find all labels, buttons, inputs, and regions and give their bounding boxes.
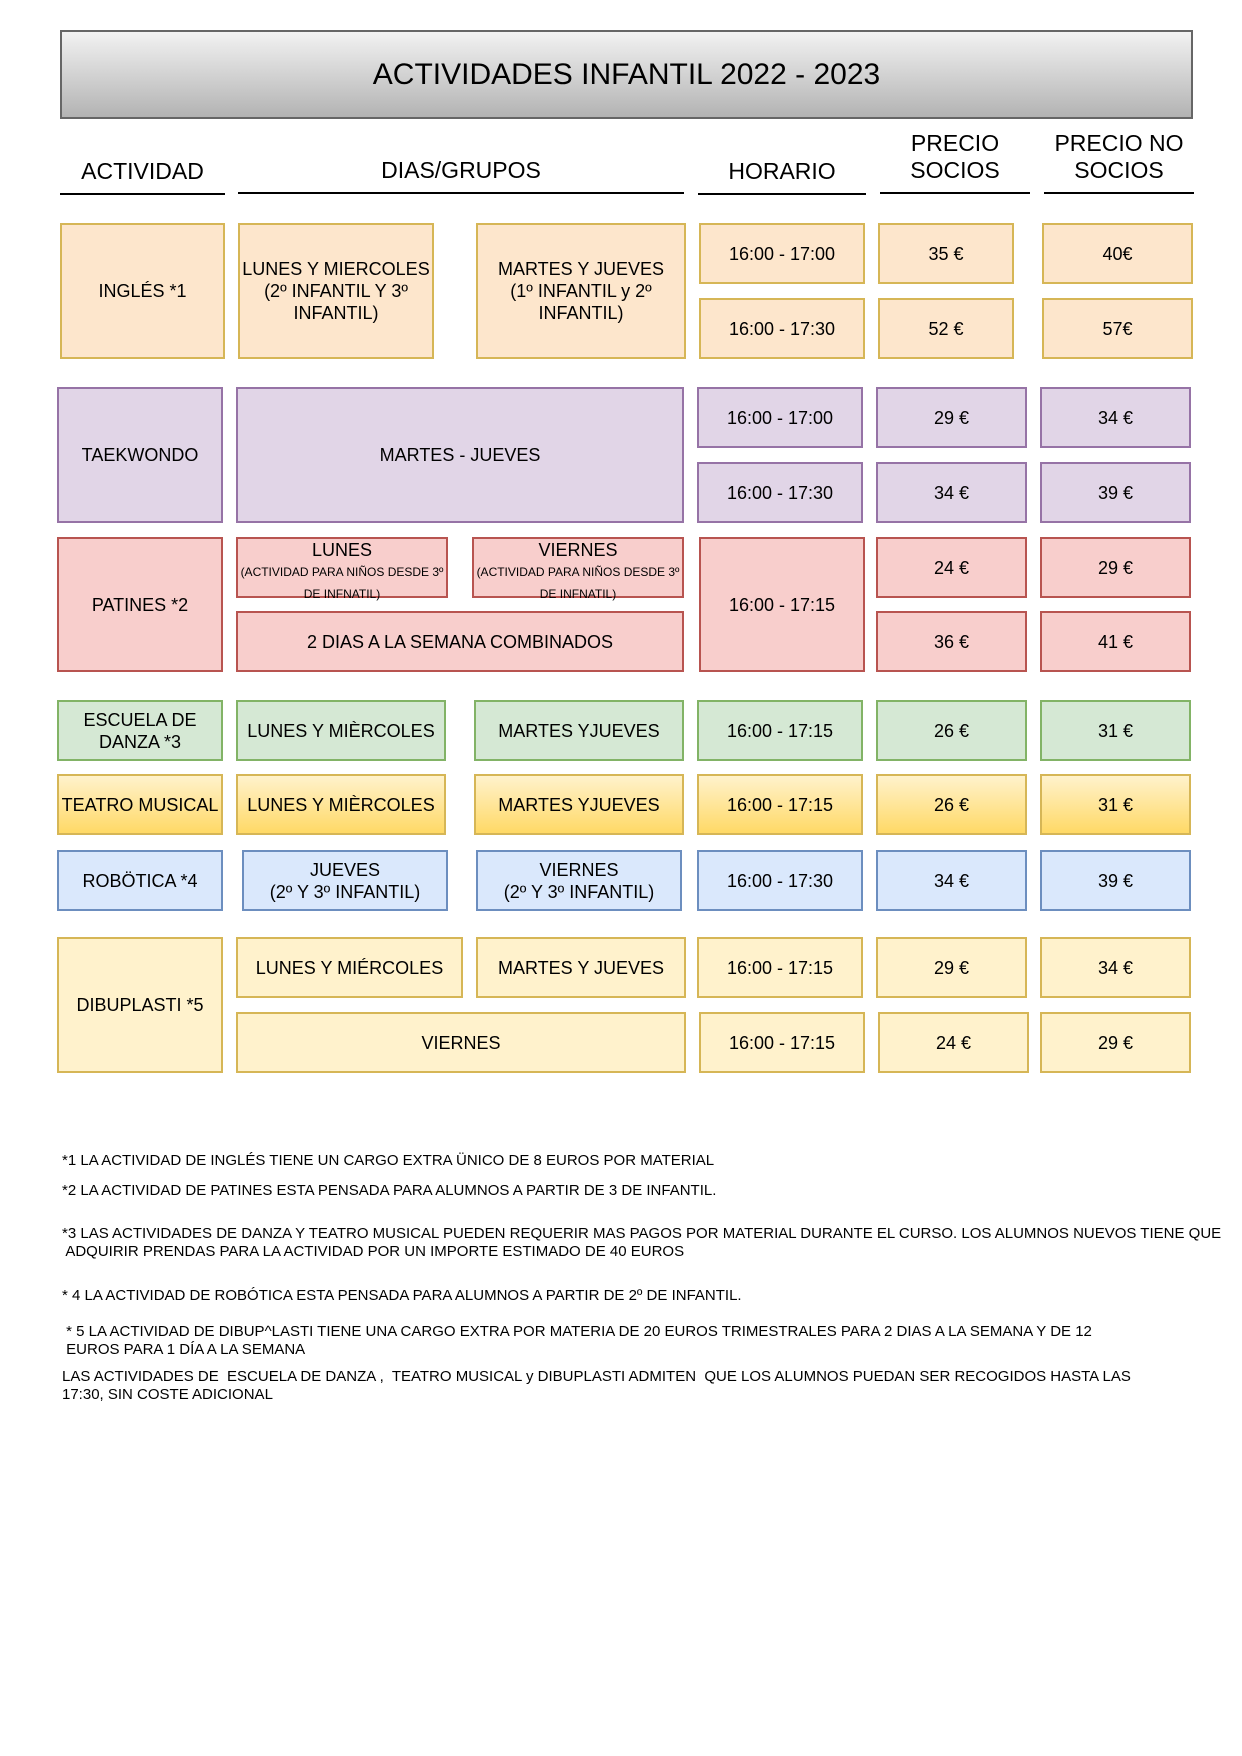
activity-name: TAEKWONDO xyxy=(81,445,199,465)
group-dibuplasti-lunes-miercoles: LUNES Y MIÉRCOLES xyxy=(236,937,463,998)
group-note: (ACTIVIDAD PARA NIÑOS DESDE 3º xyxy=(240,565,444,579)
precio-no-socios-cell: 57€ xyxy=(1042,298,1193,359)
precio-socios-cell: 29 € xyxy=(876,937,1027,998)
footnote-2: *2 LA ACTIVIDAD DE PATINES ESTA PENSADA PARA ALUMNOS A PARTIR DE 3 DE INFANTIL. xyxy=(62,1182,717,1199)
header-actividad: ACTIVIDAD xyxy=(60,150,225,195)
horario-cell: 16:00 - 17:15 xyxy=(699,1012,865,1073)
group-dibuplasti-martes-jueves: MARTES Y JUEVES xyxy=(476,937,686,998)
header-precio-socios-line1: PRECIO xyxy=(910,130,1000,156)
group-danza-lunes-miercoles: LUNES Y MIÈRCOLES xyxy=(236,700,446,761)
horario-cell: 16:00 - 17:30 xyxy=(697,850,863,911)
precio-no-socios-cell: 34 € xyxy=(1040,387,1191,448)
group-line: LUNES Y MIERCOLES xyxy=(242,259,430,279)
horario-cell: 16:00 - 17:30 xyxy=(699,298,865,359)
footnote-4: * 4 LA ACTIVIDAD DE ROBÓTICA ESTA PENSADA PARA ALUMNOS A PARTIR DE 2º DE INFANTIL. xyxy=(62,1287,742,1304)
group-line: MARTES Y JUEVES xyxy=(497,259,665,279)
group-line: (1º INFANTIL y 2º xyxy=(510,281,652,301)
group-line: (2º Y 3º INFANTIL) xyxy=(503,881,655,902)
group-ingles-martes-jueves xyxy=(476,223,686,359)
precio-no-socios-cell: 39 € xyxy=(1040,850,1191,911)
group-danza-martes-jueves: MARTES YJUEVES xyxy=(474,700,684,761)
group-line: LUNES xyxy=(311,540,373,560)
precio-no-socios-cell: 29 € xyxy=(1040,1012,1191,1073)
group-ingles-lunes-miercoles xyxy=(238,223,434,359)
group-line: (2º Y 3º INFANTIL) xyxy=(269,881,421,902)
group-line: JUEVES xyxy=(309,859,381,880)
horario-cell: 16:00 - 17:15 xyxy=(697,937,863,998)
group-robotica-jueves xyxy=(242,850,448,911)
header-dias-grupos: DIAS/GRUPOS xyxy=(238,150,684,194)
horario-cell: 16:00 - 17:15 xyxy=(697,774,863,835)
precio-no-socios-cell: 40€ xyxy=(1042,223,1193,284)
activity-teatro-musical: TEATRO MUSICAL xyxy=(57,774,223,835)
footnote-line: 17:30, SIN COSTE ADICIONAL xyxy=(62,1386,273,1403)
group-robotica-viernes xyxy=(476,850,682,911)
footnote-line: *3 LAS ACTIVIDADES DE DANZA Y TEATRO MUSICAL PUEDEN REQUERIR MAS PAGOS POR MATERIAL DURANTE EL CURSO. LOS ALUMNOS NUEVOS TIENE QUE xyxy=(62,1225,1222,1242)
group-line: (2º INFANTIL Y 3º xyxy=(264,281,408,301)
group-note: DE INFNATIL) xyxy=(303,587,381,601)
footnote-5 xyxy=(62,1323,1232,1359)
activity-name-line: ESCUELA DE xyxy=(83,709,197,730)
horario-cell: 16:00 - 17:30 xyxy=(697,462,863,523)
activity-name-line: DANZA *3 xyxy=(98,731,182,752)
activity-ingles xyxy=(60,223,225,359)
precio-socios-cell: 52 € xyxy=(878,298,1014,359)
header-precio-socios-line2: SOCIOS xyxy=(910,157,1000,183)
horario-cell: 16:00 - 17:00 xyxy=(697,387,863,448)
precio-no-socios-cell: 39 € xyxy=(1040,462,1191,523)
precio-no-socios-cell: 34 € xyxy=(1040,937,1191,998)
footnote-line: ADQUIRIR PRENDAS PARA LA ACTIVIDAD POR UN IMPORTE ESTIMADO DE 40 EUROS xyxy=(62,1243,685,1260)
group-note: (ACTIVIDAD PARA NIÑOS DESDE 3º xyxy=(476,565,680,579)
footnote-6 xyxy=(62,1368,1232,1404)
group-patines-lunes xyxy=(236,537,448,601)
footnote-line: EUROS PARA 1 DÍA A LA SEMANA xyxy=(62,1341,306,1358)
precio-no-socios-cell: 29 € xyxy=(1040,537,1191,598)
group-dibuplasti-viernes: VIERNES xyxy=(236,1012,686,1073)
footnote-1: *1 LA ACTIVIDAD DE INGLÉS TIENE UN CARGO EXTRA ÜNICO DE 8 EUROS POR MATERIAL xyxy=(62,1152,715,1169)
precio-socios-cell: 24 € xyxy=(876,537,1027,598)
precio-socios-cell: 26 € xyxy=(876,700,1027,761)
precio-no-socios-cell: 31 € xyxy=(1040,774,1191,835)
precio-socios-cell: 26 € xyxy=(876,774,1027,835)
horario-cell: 16:00 - 17:15 xyxy=(697,700,863,761)
activity-escuela-danza xyxy=(57,700,223,761)
activity-name: PATINES *2 xyxy=(91,594,189,615)
header-precio-socios xyxy=(880,125,1030,194)
activity-taekwondo xyxy=(57,387,223,523)
precio-no-socios-cell: 41 € xyxy=(1040,611,1191,672)
group-note: DE INFNATIL) xyxy=(539,587,617,601)
group-teatro-martes-jueves: MARTES YJUEVES xyxy=(474,774,684,835)
precio-socios-cell: 36 € xyxy=(876,611,1027,672)
footnote-line: * 5 LA ACTIVIDAD DE DIBUP^LASTI TIENE UNA CARGO EXTRA POR MATERIA DE 20 EUROS TRIMESTRALES PARA 2 DIAS A LA SEMANA Y DE 12 xyxy=(62,1323,1092,1340)
group-line: VIERNES xyxy=(538,540,618,560)
group-line: INFANTIL) xyxy=(538,303,624,323)
header-precio-no-socios xyxy=(1044,125,1194,194)
group-patines-combinados: 2 DIAS A LA SEMANA COMBINADOS xyxy=(236,611,684,672)
activity-dibuplasti: DIBUPLASTI *5 xyxy=(57,937,223,1073)
precio-socios-cell: 24 € xyxy=(878,1012,1029,1073)
group-taekwondo: MARTES - JUEVES xyxy=(236,387,684,523)
activity-name: INGLÉS *1 xyxy=(98,281,187,301)
precio-no-socios-cell: 31 € xyxy=(1040,700,1191,761)
activity-robotica: ROBÖTICA *4 xyxy=(57,850,223,911)
header-horario: HORARIO xyxy=(698,145,866,195)
group-teatro-lunes-miercoles: LUNES Y MIÈRCOLES xyxy=(236,774,446,835)
header-precio-no-socios-line1: PRECIO NO xyxy=(1054,130,1184,156)
group-line: INFANTIL) xyxy=(293,303,379,323)
footnote-line: LAS ACTIVIDADES DE ESCUELA DE DANZA , TEATRO MUSICAL y DIBUPLASTI ADMITEN QUE LOS ALUMNOS PUEDAN SER RECOGIDOS HASTA LAS xyxy=(62,1368,1131,1385)
group-patines-viernes xyxy=(472,537,684,601)
precio-socios-cell: 34 € xyxy=(876,462,1027,523)
horario-cell: 16:00 - 17:15 xyxy=(699,537,865,672)
precio-socios-cell: 34 € xyxy=(876,850,1027,911)
precio-socios-cell: 29 € xyxy=(876,387,1027,448)
page-title: ACTIVIDADES INFANTIL 2022 - 2023 xyxy=(60,30,1193,119)
precio-socios-cell: 35 € xyxy=(878,223,1014,284)
activity-patines xyxy=(57,537,223,672)
footnote-3 xyxy=(62,1225,1232,1261)
group-line: VIERNES xyxy=(539,859,619,880)
horario-cell: 16:00 - 17:00 xyxy=(699,223,865,284)
header-precio-no-socios-line2: SOCIOS xyxy=(1074,157,1164,183)
